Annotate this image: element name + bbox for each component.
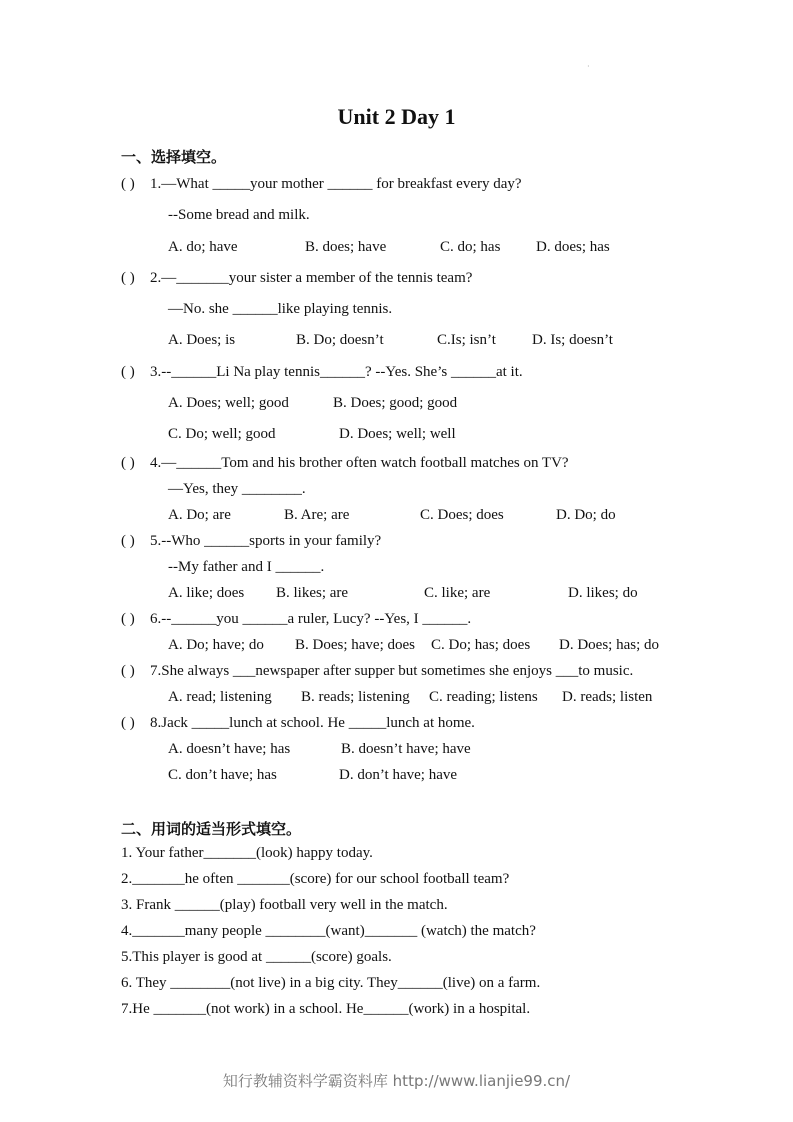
q3-option-b: B. Does; good; good [333, 395, 458, 411]
q8-option-b: B. doesn’t have; have [341, 741, 471, 757]
q4-option-d: D. Do; do [556, 507, 616, 523]
answer-blank: ( ) [121, 611, 135, 627]
q2-option-d: D. Is; doesn’t [532, 332, 613, 348]
q3-option-c: C. Do; well; good [168, 426, 276, 442]
answer-blank: ( ) [121, 533, 135, 549]
q6-option-a: A. Do; have; do [168, 637, 264, 653]
fill-item-7: 7.He _______(not work) in a school. He______(work) in a hospital. [121, 1001, 531, 1017]
question-5: 5.--Who ______sports in your family? [150, 533, 382, 549]
q2-option-a: A. Does; is [168, 332, 236, 348]
q4-option-a: A. Do; are [168, 507, 231, 523]
fill-item-1: 1. Your father_______(look) happy today. [121, 845, 373, 861]
question-1-reply: --Some bread and milk. [168, 207, 310, 223]
q3-option-d: D. Does; well; well [339, 426, 456, 442]
q8-option-d: D. don’t have; have [339, 767, 458, 783]
answer-blank: ( ) [121, 663, 135, 679]
q7-option-a: A. read; listening [168, 689, 272, 705]
q6-option-d: D. Does; has; do [559, 637, 659, 653]
answer-blank: ( ) [121, 364, 135, 380]
question-5-reply: --My father and I ______. [168, 559, 325, 575]
fill-item-3: 3. Frank ______(play) football very well in the match. [121, 897, 448, 913]
question-6: 6.--______you ______a ruler, Lucy? --Yes, I ______. [150, 611, 472, 627]
q1-option-b: B. does; have [305, 239, 387, 255]
q7-option-b: B. reads; listening [301, 689, 410, 705]
q5-option-b: B. likes; are [276, 585, 349, 601]
q8-option-c: C. don’t have; has [168, 767, 277, 783]
q4-option-c: C. Does; does [420, 507, 504, 523]
section2-heading: 二、用词的适当形式填空。 [121, 820, 302, 838]
question-8: 8.Jack _____lunch at school. He _____lunch at home. [150, 715, 475, 731]
q5-option-a: A. like; does [168, 585, 245, 601]
answer-blank: ( ) [121, 455, 135, 471]
question-2-reply: —No. she ______like playing tennis. [168, 301, 393, 317]
question-4-reply: —Yes, they ________. [168, 481, 306, 497]
fill-item-6: 6. They ________(not live) in a big city. They______(live) on a farm. [121, 975, 541, 991]
q1-option-a: A. do; have [168, 239, 238, 255]
answer-blank: ( ) [121, 715, 135, 731]
question-7: 7.She always ___newspaper after supper but sometimes she enjoys ___to music. [150, 663, 634, 679]
section1-heading: 一、选择填空。 [121, 148, 227, 166]
q5-option-d: D. likes; do [568, 585, 638, 601]
answer-blank: ( ) [121, 176, 135, 192]
q2-option-c: C.Is; isn’t [437, 332, 496, 348]
q5-option-c: C. like; are [424, 585, 491, 601]
answer-blank: ( ) [121, 270, 135, 286]
question-3: 3.--______Li Na play tennis______? --Yes. She’s ______at it. [150, 364, 523, 380]
question-1: 1.—What _____your mother ______ for breakfast every day? [150, 176, 522, 192]
fill-item-2: 2._______he often _______(score) for our school football team? [121, 871, 510, 887]
q1-option-d: D. does; has [536, 239, 610, 255]
question-4: 4.—______Tom and his brother often watch football matches on TV? [150, 455, 569, 471]
q6-option-b: B. Does; have; does [295, 637, 415, 653]
q1-option-c: C. do; has [440, 239, 501, 255]
q7-option-c: C. reading; listens [429, 689, 538, 705]
q6-option-c: C. Do; has; does [431, 637, 531, 653]
fill-item-4: 4._______many people ________(want)_______ (watch) the match? [121, 923, 536, 939]
fill-item-5: 5.This player is good at ______(score) goals. [121, 949, 392, 965]
decorative-dot: · [587, 62, 590, 71]
footer-watermark: 知行教辅资料学霸资料库 http://www.lianjie99.cn/ [222, 1072, 571, 1090]
q4-option-b: B. Are; are [284, 507, 350, 523]
page-title: Unit 2 Day 1 [337, 104, 456, 129]
q3-option-a: A. Does; well; good [168, 395, 289, 411]
q2-option-b: B. Do; doesn’t [296, 332, 384, 348]
q7-option-d: D. reads; listen [562, 689, 653, 705]
question-2: 2.—_______your sister a member of the tennis team? [150, 270, 473, 286]
q8-option-a: A. doesn’t have; has [168, 741, 291, 757]
